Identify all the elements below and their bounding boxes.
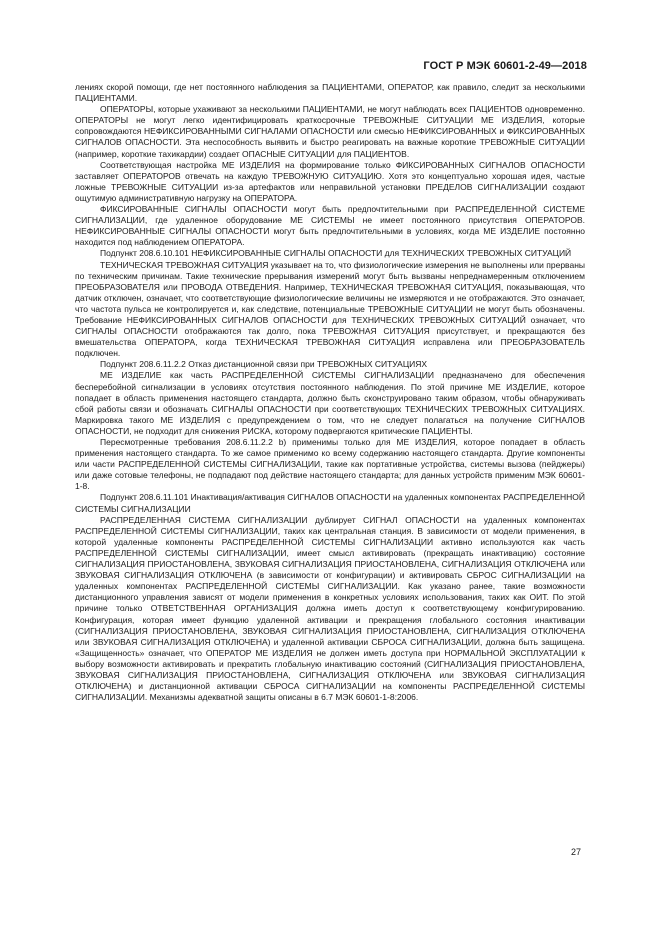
page-number: 27 — [570, 847, 581, 857]
paragraph-continuation: лениях скорой помощи, где нет постоянного наблюдения за ПАЦИЕНТАМИ, ОПЕРАТОР, как правило, следит за несколькими ПАЦИЕНТАМИ. — [75, 82, 585, 104]
body-text — [75, 82, 585, 703]
subclause-heading: Подпункт 208.6.11.2.2 Отказ дистанционной связи при ТРЕВОЖНЫХ СИТУАЦИЯХ — [100, 359, 428, 370]
paragraph: Соответствующая настройка МЕ ИЗДЕЛИЯ на формирование только ФИКСИРОВАННЫХ СИГНАЛОВ ОПАСНОСТИ заставляет ОПЕРАТОРОВ отвечать на каждую ТРЕВОЖНУЮ СИТУАЦИЮ. Хотя это концептуально хорошая идея, частые ложные ТРЕВОЖНЫЕ СИТУАЦИИ из-за артефактов или неправильной установки ПРЕДЕЛОВ СИГНАЛИЗАЦИИ создают ощутимую административную нагрузку на ОПЕРАТОРА. — [75, 159, 585, 203]
standard-header: ГОСТ Р МЭК 60601-2-49—2018 — [423, 60, 587, 72]
paragraph: РАСПРЕДЕЛЕННАЯ СИСТЕМА СИГНАЛИЗАЦИИ дублирует СИГНАЛ ОПАСНОСТИ на удаленных компонентах РАСПРЕДЕЛЕННОЙ СИСТЕМЫ СИГНАЛИЗАЦИИ, таких как центральная станция. В зависимости от модели применения, в которой удаленные компоненты РАСПРЕДЕЛЕННОЙ СИСТЕМЫ СИГНАЛИЗАЦИИ активно используются как часть РАСПРЕДЕЛЕННОЙ СИСТЕМЫ СИГНАЛИЗАЦИИ, имеет смысл активировать (прекращать инактивацию) состояние СИГНАЛИЗАЦИЯ ПРИОСТАНОВЛЕНА, ЗВУКОВАЯ СИГНАЛИЗАЦИЯ ПРИОСТАНОВЛЕНА, СИГНАЛИЗАЦИЯ ОТКЛЮЧЕНА или ЗВУКОВАЯ СИГНАЛИЗАЦИЯ ОТКЛЮЧЕНА (в зависимости от конфигурации) и активировать СБРОС СИГНАЛИЗАЦИИ на удаленных компонентах РАСПРЕДЕЛЕННОЙ СИСТЕМЫ СИГНАЛИЗАЦИИ. Как указано ранее, такие возможности дистанционного управления зависят от модели применения в конкретных условиях использования, таких как ОИТ. По этой причине только ОТВЕТСТВЕННАЯ ОРГАНИЗАЦИЯ должна иметь доступ к соответствующему конфигурированию. Конфигурация, которая имеет функцию удаленной активации и прекращения глобального состояния инактивации (СИГНАЛИЗАЦИЯ ПРИОСТАНОВЛЕНА, ЗВУКОВАЯ СИГНАЛИЗАЦИЯ ПРИОСТАНОВЛЕНА, СИГНАЛИЗАЦИЯ ОТКЛЮЧЕНА или ЗВУКОВАЯ СИГНАЛИЗАЦИЯ ОТКЛЮЧЕНА) и удаленной активации СБРОСА СИГНАЛИЗАЦИИ, должна быть защищена. «Защищенность» означает, что ОПЕРАТОР МЕ ИЗДЕЛИЯ не должен иметь доступа при НОРМАЛЬНОЙ ЭКСПЛУАТАЦИИ к выбору возможности активировать и прекратить глобальную инактивацию состояний (СИГНАЛИЗАЦИЯ ПРИОСТАНОВЛЕНА, ЗВУКОВАЯ СИГНАЛИЗАЦИЯ ПРИОСТАНОВЛЕНА, СИГНАЛИЗАЦИЯ ОТКЛЮЧЕНА или ЗВУКОВАЯ СИГНАЛИЗАЦИЯ ОТКЛЮЧЕНА) и дистанционной активации СБРОСА СИГНАЛИЗАЦИИ на компоненты РАСПРЕДЕЛЕННОЙ СИСТЕМЫ СИГНАЛИЗАЦИИ. Механизмы адекватной защиты описаны в 6.7 МЭК 60601-1-8:2006. — [75, 514, 585, 703]
subclause-heading: Подпункт 208.6.10.101 НЕФИКСИРОВАННЫЕ СИГНАЛЫ ОПАСНОСТИ для ТЕХНИЧЕСКИХ ТРЕВОЖНЫХ СИТУАЦИЙ — [100, 248, 572, 259]
paragraph: ФИКСИРОВАННЫЕ СИГНАЛЫ ОПАСНОСТИ могут быть предпочтительными при РАСПРЕДЕЛЕННОЙ СИСТЕМЕ СИГНАЛИЗАЦИИ, где удаленное оборудование МЕ СИСТЕМЫ не имеет постоянного присутствия ОПЕРАТОРОВ. НЕФИКСИРОВАННЫЕ СИГНАЛЫ ОПАСНОСТИ могут быть предпочтительными в условиях, когда МЕ ИЗДЕЛИЕ постоянно находится под наблюдением ОПЕРАТОРА. — [75, 204, 585, 248]
paragraph: Пересмотренные требования 208.6.11.2.2 b) применимы только для МЕ ИЗДЕЛИЯ, которое попадает в область применения настоящего стандарта. То же самое применимо ко всему содержанию настоящего стандарта. Другие компоненты или части РАСПРЕДЕЛЕННОЙ СИСТЕМЫ СИГНАЛИЗАЦИИ, такие как портативные устройства, системы вызова (пейджеры) или даже сотовые телефоны, не подпадают под действие настоящего стандарта; для данных устройств применим МЭК 60601-1-8. — [75, 437, 585, 492]
paragraph: ОПЕРАТОРЫ, которые ухаживают за несколькими ПАЦИЕНТАМИ, не могут наблюдать всех ПАЦИЕНТОВ одновременно. ОПЕРАТОРЫ не могут легко идентифицировать краткосрочные ТРЕВОЖНЫЕ СИТУАЦИИ МЕ ИЗДЕЛИЯ, которые сопровождаются НЕФИКСИРОВАННЫМИ СИГНАЛАМИ ОПАСНОСТИ или смесью НЕФИКСИРОВАННЫХ и ФИКСИРОВАННЫХ СИГНАЛОВ ОПАСНОСТИ. Эта неспособность выявить и быстро реагировать на важные короткие ТРЕВОЖНЫЕ СИТУАЦИИ (например, короткие тахикардии) создает ОПАСНЫЕ СИТУАЦИИ для ПАЦИЕНТОВ. — [75, 104, 585, 159]
paragraph: ТЕХНИЧЕСКАЯ ТРЕВОЖНАЯ СИТУАЦИЯ указывает на то, что физиологические измерения не выполнены или прерваны по техническим причинам. Такие технические прерывания измерений могут быть вызваны непреднамеренным отключением ПРЕОБРАЗОВАТЕЛЯ или ПРОВОДА ОТВЕДЕНИЯ. Например, ТЕХНИЧЕСКАЯ ТРЕВОЖНАЯ СИТУАЦИЯ, показывающая, что датчик отключен, означает, что соответствующие физиологические величины не измеряются и не отображаются. Это означает, что частота пульса не контролируется и, как следствие, потенциальные ТРЕВОЖНЫЕ СИТУАЦИИ не могут быть обозначены. Требование НЕФИКСИРОВАННЫХ СИГНАЛОВ ОПАСНОСТИ для ТЕХНИЧЕСКИХ ТРЕВОЖНЫХ СИТУАЦИЙ означает, что СИГНАЛЫ ОПАСНОСТИ отображаются так долго, пока ТРЕВОЖНАЯ СИТУАЦИЯ присутствует, и прекращаются без вмешательства ОПЕРАТОРА, когда ТЕХНИЧЕСКАЯ ТРЕВОЖНАЯ СИТУАЦИЯ исправлена или ПРЕОБРАЗОВАТЕЛЬ подключен. — [75, 259, 585, 359]
paragraph: МЕ ИЗДЕЛИЕ как часть РАСПРЕДЕЛЕННОЙ СИСТЕМЫ СИГНАЛИЗАЦИИ предназначено для обеспечения бесперебойной сигнализации в условиях отсутствия постоянного наблюдения. По этой причине МЕ ИЗДЕЛИЕ, которое попадает в область применения настоящего стандарта, должно быть сконструировано таким образом, чтобы обнаруживать сбой работы связи и обозначать СИГНАЛЫ ОПАСНОСТИ при соответствующих ТЕХНИЧЕСКИХ ТРЕВОЖНЫХ СИТУАЦИЯХ. Маркировка такого МЕ ИЗДЕЛИЯ с предупреждением о том, что не следует полагаться на получение СИГНАЛОВ ОПАСНОСТИ, не подходит для снижения РИСКА, которому подвергаются критические ПАЦИЕНТЫ. — [75, 370, 585, 436]
subclause-heading: Подпункт 208.6.11.101 Инактивация/активация СИГНАЛОВ ОПАСНОСТИ на удаленных компонентах РАСПРЕДЕЛЕННОЙ СИСТЕМЫ СИГНАЛИЗАЦИИ — [75, 492, 585, 514]
